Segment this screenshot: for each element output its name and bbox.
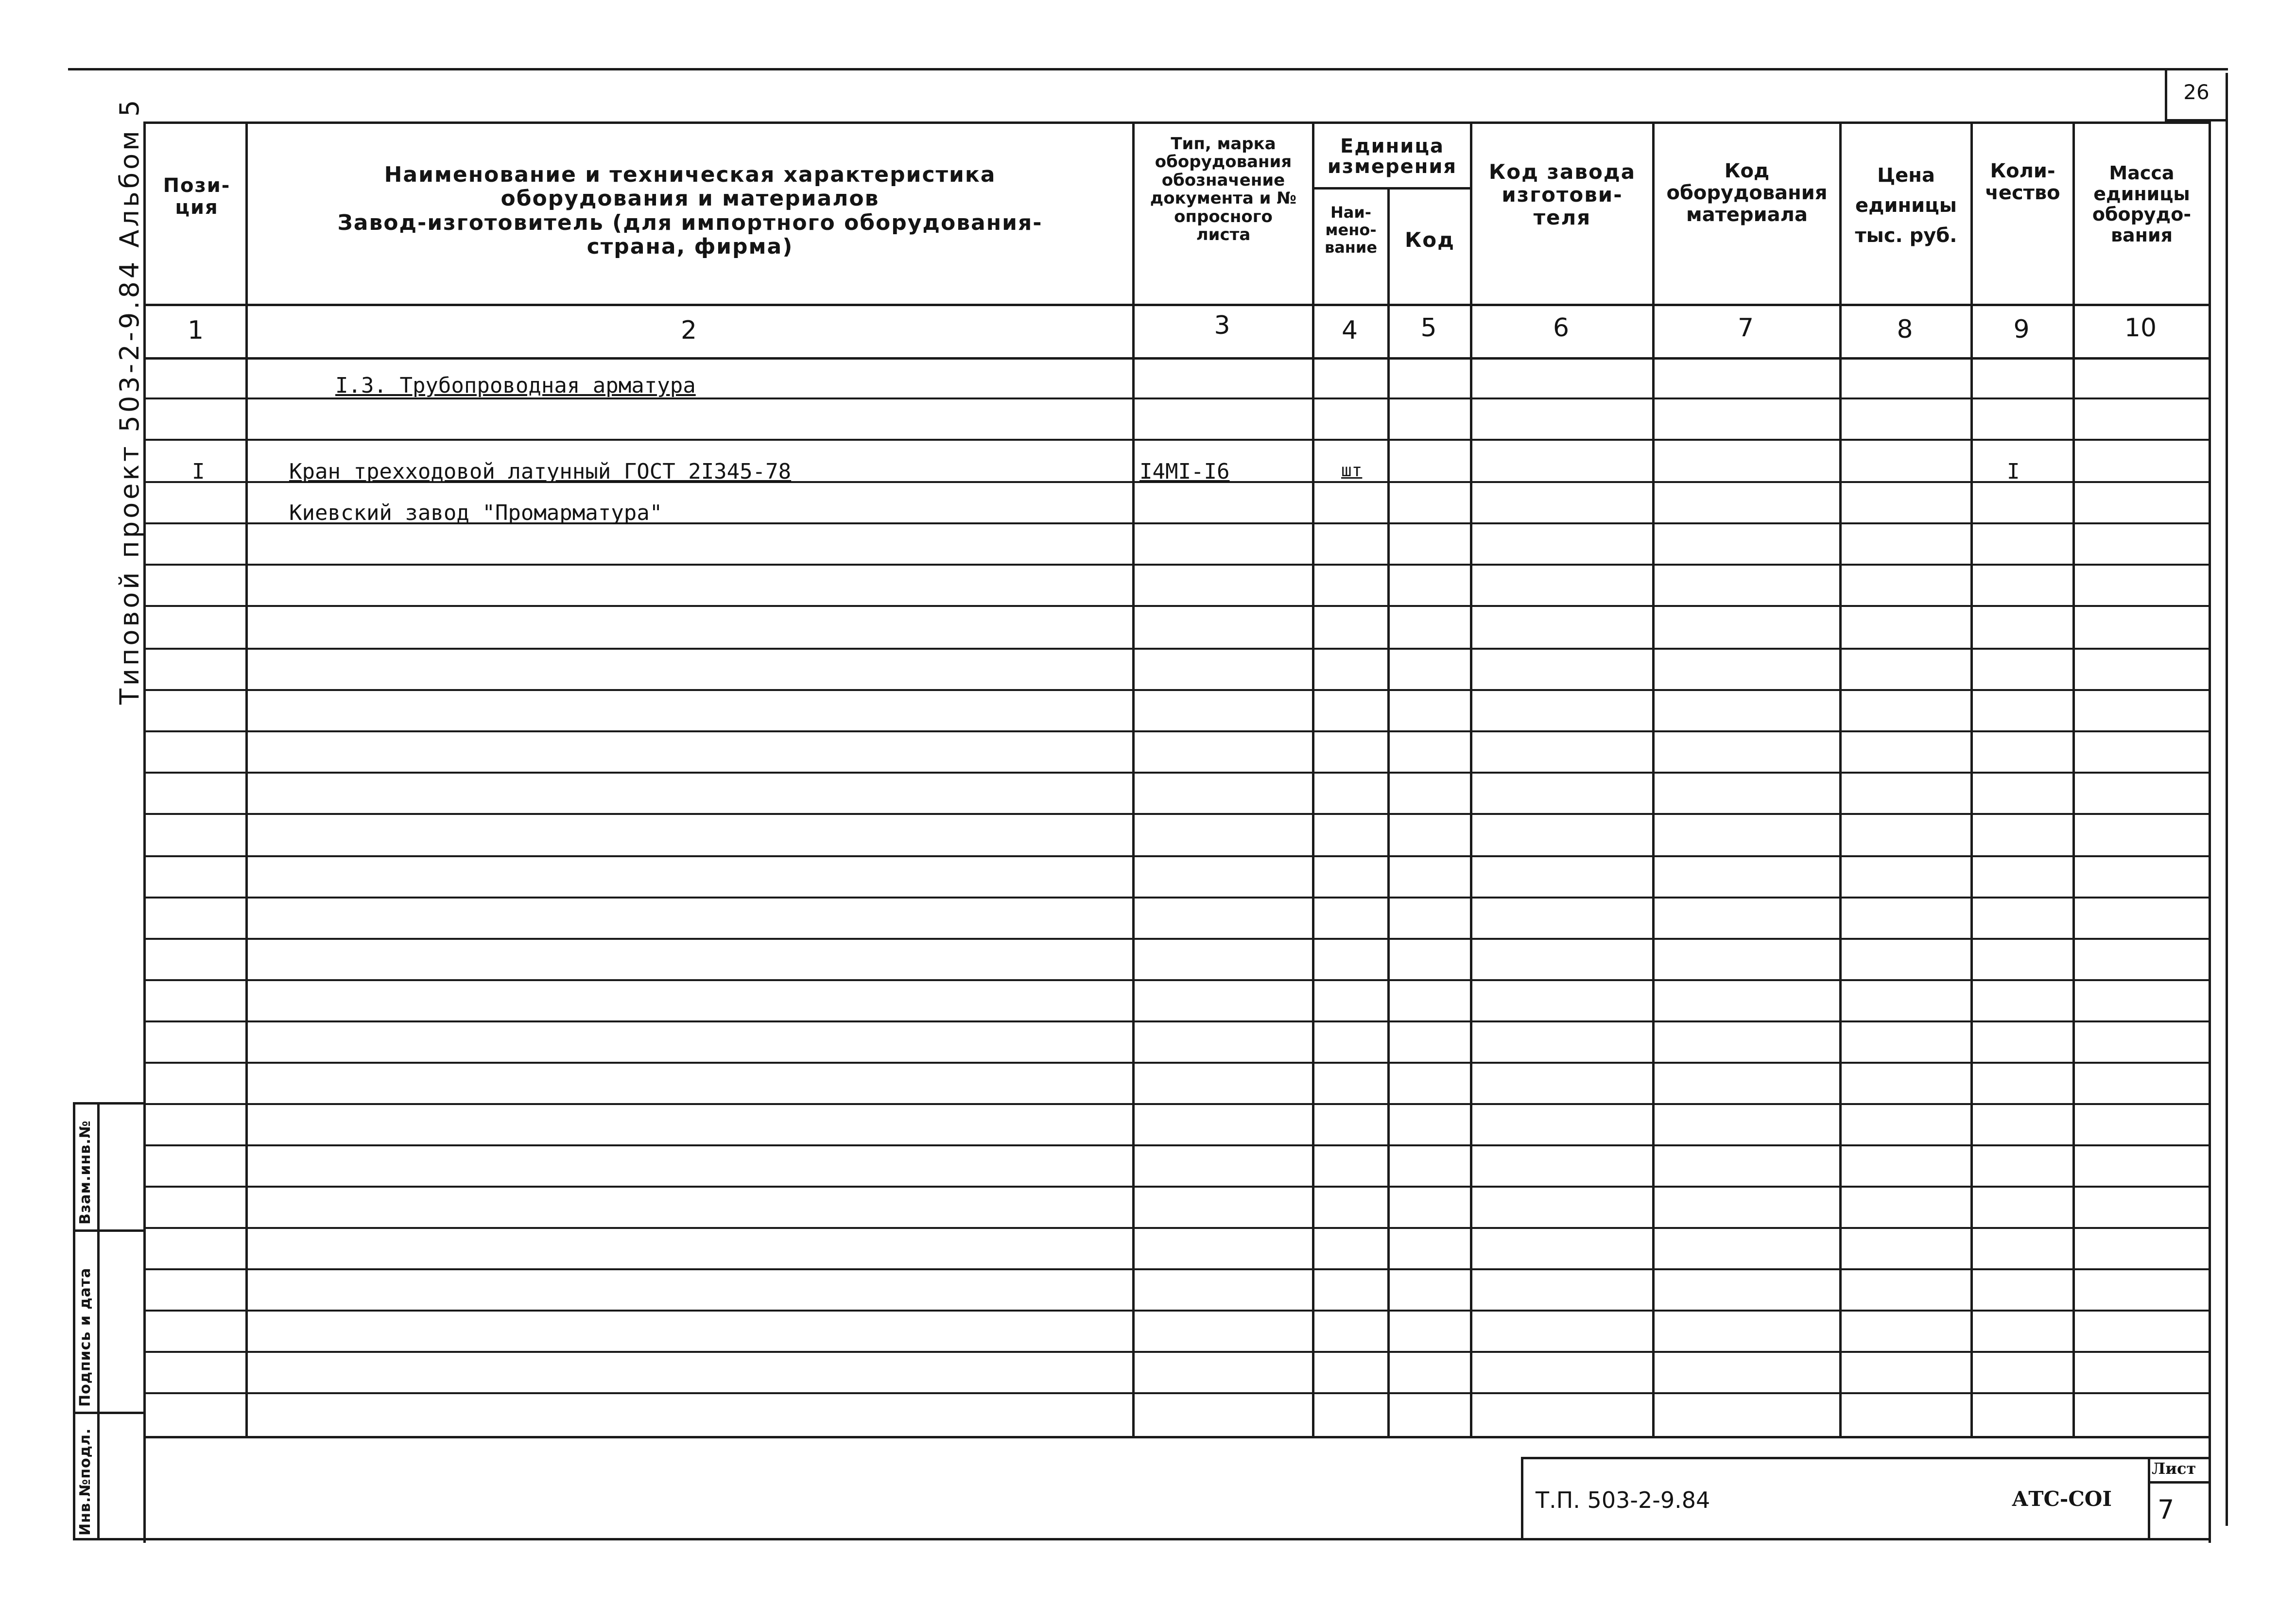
header-name: Наименование и техническая характеристика оборудования и материалов Завод-изготовитель (для импортного оборудования- страна, фирма) <box>337 162 1043 259</box>
table-row-line <box>143 1351 2211 1353</box>
table-row-line <box>143 1227 2211 1229</box>
stamp-label-replacement: Взам.инв.№ <box>77 1120 94 1225</box>
sheet-box-left <box>2148 1457 2150 1539</box>
stamp-label-signature: Подпись и дата <box>77 1267 94 1407</box>
table-row-line <box>143 979 2211 981</box>
table-row-line <box>143 1144 2211 1146</box>
column-number-1: 1 <box>187 316 204 345</box>
stamp-sep-1 <box>73 1229 146 1232</box>
table-row-line <box>143 1103 2211 1105</box>
table-row-line <box>143 897 2211 899</box>
table-row-line <box>143 1020 2211 1022</box>
header-factory-code: Код завода изготови- теля <box>1488 160 1636 230</box>
column-number-9: 9 <box>2013 315 2030 344</box>
side-project-label: Типовой проект 503-2-9.84 Альбом 5 <box>114 97 145 705</box>
column-number-3: 3 <box>1214 311 1230 340</box>
table-row-line <box>143 648 2211 650</box>
title-block-left <box>1521 1458 1523 1540</box>
item-unit: шт <box>1341 461 1363 481</box>
title-block-code: АТС-СОI <box>2012 1487 2112 1511</box>
page-bottom-line <box>73 1538 2211 1540</box>
table-row-line <box>143 730 2211 732</box>
table-row-line <box>143 1062 2211 1064</box>
table-row-line <box>143 1392 2211 1394</box>
table-row-line <box>143 689 2211 691</box>
title-block-top <box>1521 1457 2211 1459</box>
header-unit-name: Наи- мено- вание <box>1324 203 1378 257</box>
header-mass: Масса единицы оборудо- вания <box>2092 162 2192 246</box>
item-type: I4МI-I6 <box>1139 459 1230 484</box>
header-unit-code: Код <box>1404 228 1455 252</box>
sheet-label: Лист <box>2152 1459 2196 1478</box>
column-number-4: 4 <box>1341 316 1358 345</box>
stamp-left-border <box>73 1103 75 1540</box>
table-top-border <box>143 121 2211 124</box>
title-block-document: Т.П. 503-2-9.84 <box>1536 1487 1710 1513</box>
page-number: 26 <box>2183 80 2210 104</box>
table-right-border <box>2209 121 2211 1543</box>
sheet-number: 7 <box>2158 1494 2175 1525</box>
column-number-bottom-line <box>143 357 2211 360</box>
top-border-line <box>68 68 2228 70</box>
column-number-5: 5 <box>1420 313 1437 343</box>
item-position: I <box>192 459 205 484</box>
column-number-8: 8 <box>1897 315 1913 344</box>
grid-bottom-line <box>143 1436 2211 1438</box>
stamp-right-border <box>97 1103 100 1540</box>
unit-subheader-line <box>1312 187 1470 190</box>
table-row-line <box>143 1186 2211 1188</box>
table-row-line <box>143 1268 2211 1270</box>
table-row-line <box>143 813 2211 815</box>
table-row-line <box>143 1310 2211 1312</box>
table-row-line <box>143 772 2211 774</box>
manufacturer-row: Киевский завод "Промарматура" <box>289 501 663 525</box>
page-right-border <box>2226 73 2228 1526</box>
table-row-line <box>143 564 2211 566</box>
column-number-6: 6 <box>1553 313 1570 343</box>
header-equipment-code: Код оборудования материала <box>1666 160 1828 226</box>
table-row-line <box>143 855 2211 857</box>
header-price: Цена единицы тыс. руб. <box>1855 164 1957 247</box>
stamp-label-inv: Инв.№подл. <box>77 1428 94 1536</box>
column-number-7: 7 <box>1737 313 1754 343</box>
header-bottom-line <box>143 304 2211 306</box>
table-row-line <box>143 605 2211 607</box>
sheet-box-divider <box>2148 1481 2211 1484</box>
column-number-2: 2 <box>680 316 697 345</box>
header-type: Тип, марка оборудования обозначение документа и № опросного листа <box>1150 134 1297 244</box>
header-unit: Единица измерения <box>1327 135 1457 178</box>
section-title-row: I.3. Трубопроводная арматура <box>335 373 696 398</box>
item-quantity: I <box>2007 459 2020 484</box>
column-number-10: 10 <box>2124 313 2157 343</box>
header-quantity: Коли- чество <box>1985 160 2060 204</box>
table-row-line <box>143 938 2211 940</box>
stamp-top-line <box>73 1102 146 1105</box>
table-row-line <box>143 439 2211 441</box>
page-number-box-left <box>2165 70 2167 121</box>
header-position: Пози- ция <box>163 174 231 219</box>
item-name: Кран трехходовой латунный ГОСТ 2I345-78 <box>289 459 792 484</box>
stamp-sep-2 <box>73 1412 146 1414</box>
